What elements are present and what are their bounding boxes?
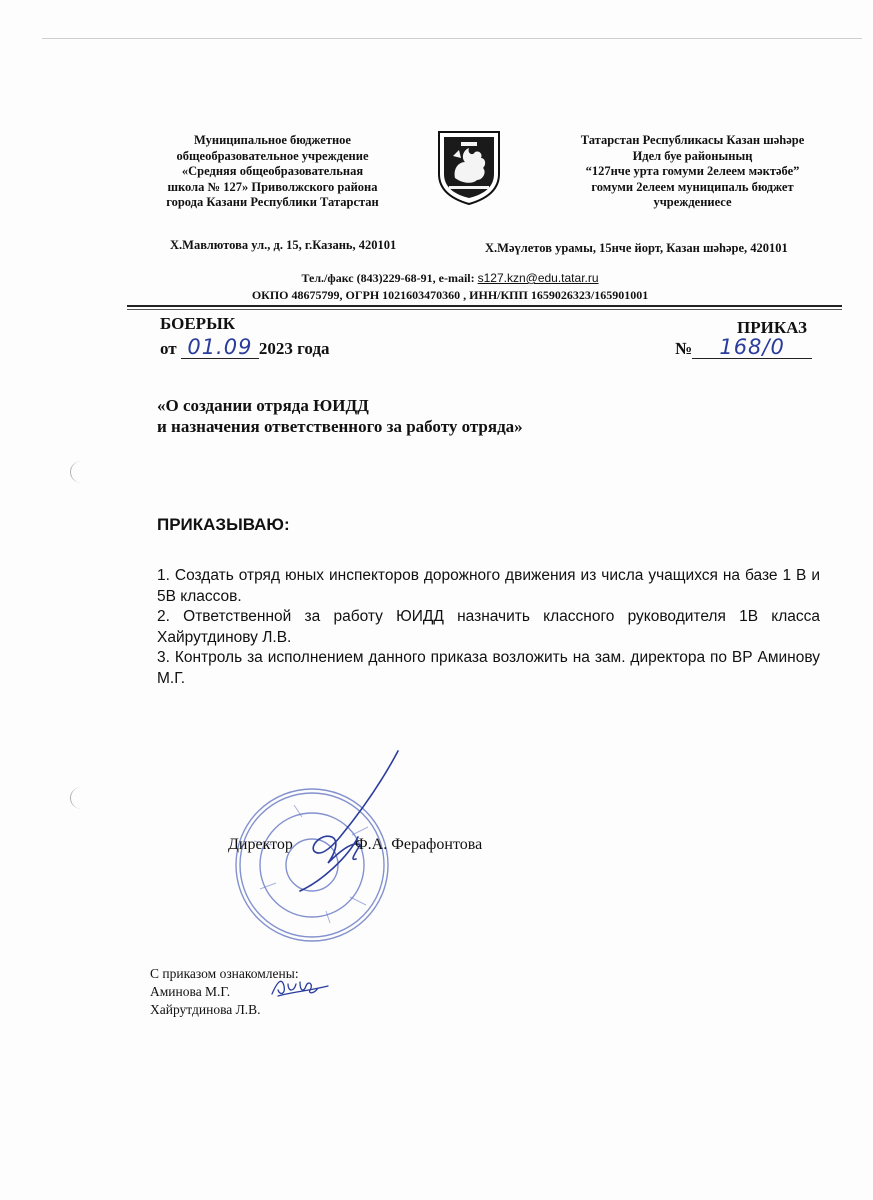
org-name-line: школа № 127» Приволжского района — [167, 179, 378, 194]
contacts-block — [120, 270, 780, 304]
director-signature — [270, 745, 420, 895]
header-divider-thin — [127, 309, 842, 310]
registry-codes: ОКПО 48675799, ОГРН 1021603470360 , ИНН/КПП 1659026323/165901001 — [251, 288, 649, 302]
acknowledged-person: Аминова М.Г. — [150, 984, 231, 999]
orders-heading: ПРИКАЗЫВАЮ: — [157, 515, 290, 534]
order-item: 3. Контроль за исполнением данного приказа возложить на зам. директора по ВР Аминову М.Г. — [157, 649, 820, 687]
org-name-russian — [135, 133, 410, 211]
org-name-line: города Казани Республики Татарстан — [166, 195, 379, 209]
org-name-line: общеобразовательное учреждение — [176, 148, 369, 163]
org-name-line: Татарстан Республикасы Казан шәһәре — [580, 133, 805, 147]
signature-line — [228, 836, 483, 854]
org-name-line: гомуми 2елеем муниципаль бюджет — [591, 179, 794, 194]
acknowledged-person: Хайрутдинова Л.В. — [150, 1002, 261, 1017]
org-name-line: учреждениесе — [653, 195, 732, 209]
org-name-line: Идел буе районының — [632, 148, 753, 163]
email-link[interactable]: s127.kzn@edu.tatar.ru — [477, 271, 599, 285]
subject-line: «О создании отряда ЮИДД — [157, 396, 369, 415]
kazan-coat-of-arms-emblem — [435, 128, 503, 206]
scan-top-edge — [42, 38, 862, 39]
date-year: 2023 года — [258, 339, 330, 358]
header-divider — [127, 305, 842, 307]
address-tatar: Х.Мәүлетов урамы, 15нче йорт, Казан шәһәре, 420101 — [485, 241, 788, 255]
handwritten-number: 168/0 — [719, 335, 785, 359]
address-russian: Х.Мавлютова ул., д. 15, г.Казань, 420101 — [170, 238, 397, 252]
signatory-name: Ф.А. Ферафонтова — [355, 836, 483, 853]
org-name-line: Муниципальное бюджетное — [193, 133, 351, 147]
org-name-line: «Средняя общеобразовательная — [181, 164, 364, 178]
order-item: 2. Ответственной за работу ЮИДД назначить классного руководителя 1В класса Хайрутдинову Л.В. — [157, 608, 820, 646]
number-sign: № — [675, 339, 693, 358]
subject-line: и назначения ответственного за работу отряда» — [157, 417, 523, 436]
order-item: 1. Создать отряд юных инспекторов дорожного движения из числа учащихся на базе 1 В и 5В классов. — [157, 567, 820, 605]
date-prefix: от — [160, 339, 177, 358]
orders-list — [157, 566, 820, 689]
acknowledgement-signature — [268, 974, 334, 1000]
acknowledgement-title: С приказом ознакомлены: — [150, 966, 299, 981]
handwritten-date: 01.09 — [187, 335, 253, 359]
punch-hole-mark — [70, 461, 93, 483]
order-subject — [157, 395, 523, 437]
order-date — [160, 335, 330, 359]
doc-type-tatar: БОЕРЫК — [160, 314, 236, 333]
punch-hole-mark — [70, 787, 93, 809]
org-name-line: “127нче урта гомуми 2елеем мәктәбе” — [585, 164, 800, 178]
order-number — [675, 335, 812, 359]
phone-fax-label: Тел./факс (843)229-68-91, e-mail: — [301, 271, 478, 285]
signatory-position: Директор — [228, 836, 293, 853]
doc-type-russian: ПРИКАЗ — [737, 318, 807, 337]
org-name-tatar — [540, 133, 845, 211]
